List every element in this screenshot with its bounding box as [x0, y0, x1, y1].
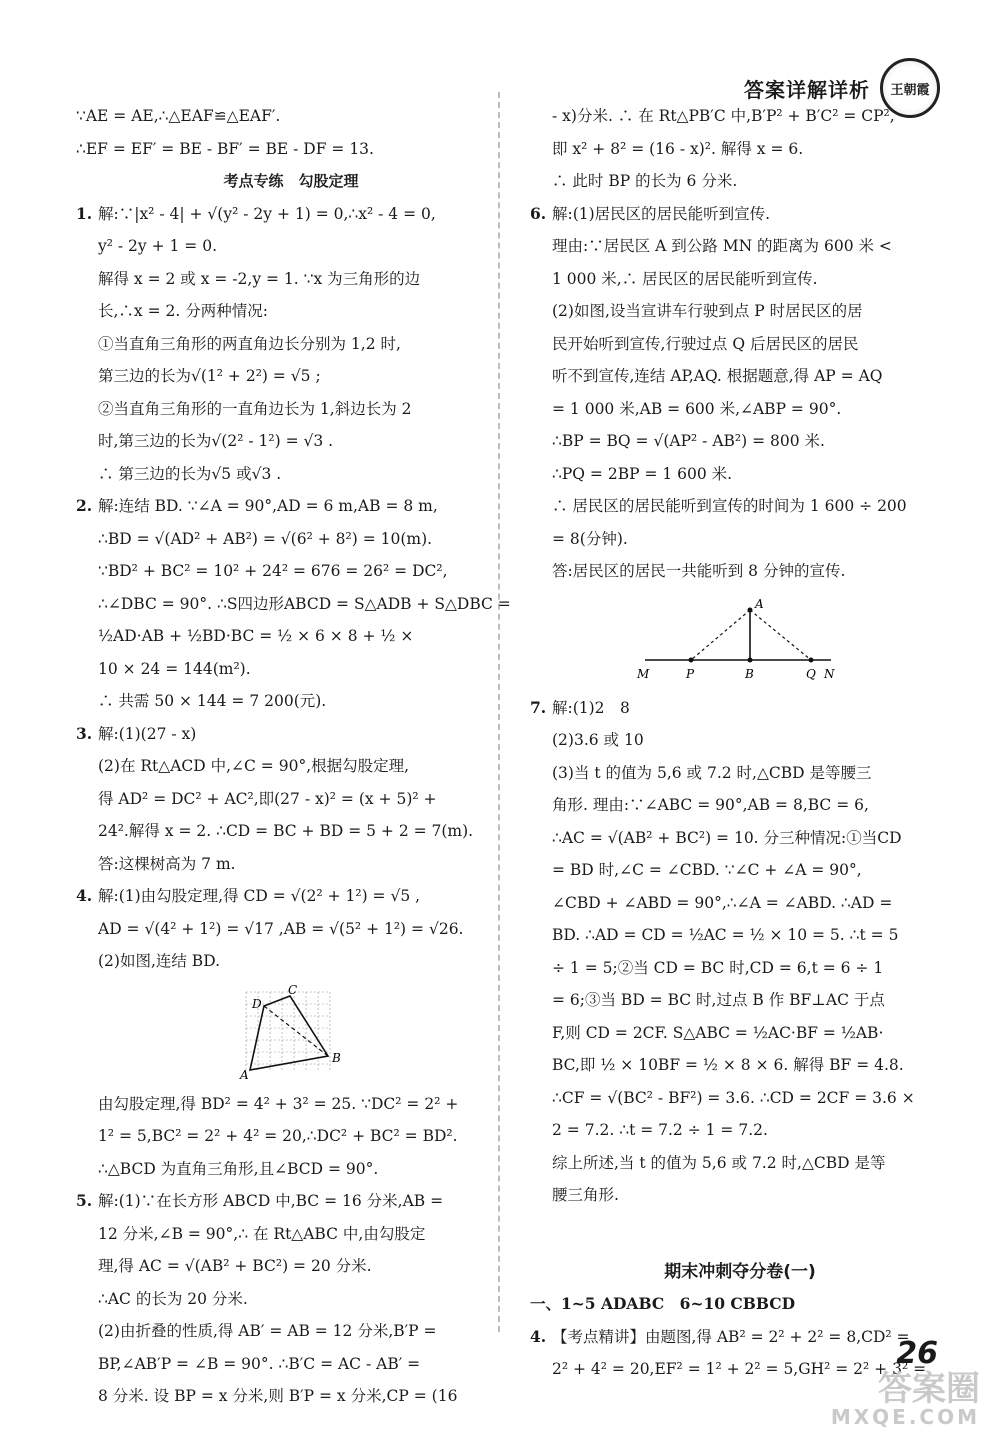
right-column — [530, 100, 950, 1386]
answer-5 — [76, 1185, 506, 1218]
grid-quadrilateral-figure — [76, 984, 506, 1080]
text-line: 解:(1)∵在长方形 ABCD 中,BC = 16 分米,AB = — [98, 1192, 444, 1210]
text-line: 10 × 24 = 144(m²). — [98, 659, 251, 678]
text-line: BD. ∴AD = CD = ½AC = ½ × 10 = 5. ∴t = 5 — [552, 926, 899, 944]
road-figure-svg — [625, 594, 855, 684]
fig-label: C — [288, 983, 298, 997]
text-line: 答:这棵树高为 7 m. — [98, 854, 236, 873]
text-line: AD = √(4² + 1²) = √17 ,AB = √(5² + 1²) = √26. — [98, 919, 464, 938]
text-line: = 6;③当 BD = BC 时,过点 B 作 BF⊥AC 于点 — [552, 991, 885, 1009]
text-line: ∴CF = √(BC² - BF²) = 3.6. ∴CD = 2CF = 3.6 × — [552, 1088, 915, 1107]
text-line: BP,∠AB′P = ∠B = 90°. ∴B′C = AC - AB′ = — [98, 1354, 421, 1373]
text-line: 答:居民区的居民一共能听到 8 分钟的宣传. — [552, 562, 846, 580]
text-line: 理,得 AC = √(AB² + BC²) = 20 分米. — [98, 1257, 372, 1275]
exam-title: 期末冲刺夺分卷(一) — [664, 1261, 816, 1282]
fig-label: N — [824, 666, 835, 681]
text-line: 解:∵|x² - 4| + √(y² - 2y + 1) = 0,∴x² - 4 = 0, — [98, 204, 436, 223]
text-line: ∴AC = √(AB² + BC²) = 10. 分三种情况:①当CD — [552, 828, 902, 847]
left-column — [76, 100, 511, 1413]
watermark-logo — [830, 1369, 980, 1429]
text-line: ∴ 共需 50 × 144 = 7 200(元). — [98, 692, 327, 710]
text-line: 综上所述,当 t 的值为 5,6 或 7.2 时,△CBD 是等 — [552, 1153, 886, 1172]
text-line: = 8(分钟). — [552, 529, 628, 548]
item-number: 7. — [530, 697, 547, 717]
text-line: BC,即 ½ × 10BF = ½ × 8 × 6. 解得 BF = 4.8. — [552, 1056, 904, 1074]
text-line: ∠CBD + ∠ABD = 90°,∴∠A = ∠ABD. ∴AD = — [552, 893, 893, 912]
fig-label: B — [745, 666, 754, 681]
answer-3 — [76, 718, 506, 751]
item-number: 2. — [76, 496, 93, 515]
text-line: 解:(1)(27 - x) — [98, 724, 197, 743]
text-line: 24².解得 x = 2. ∴CD = BC + BD = 5 + 2 = 7(m). — [98, 822, 474, 840]
item-number: 6. — [530, 203, 547, 223]
item-number: 1. — [76, 203, 93, 223]
text-line: 由勾股定理,得 BD² = 4² + 3² = 25. ∵DC² = 2² + — [98, 1094, 459, 1113]
answer-6 — [530, 198, 950, 231]
answer-1 — [76, 198, 506, 231]
text-line: (3)当 t 的值为 5,6 或 7.2 时,△CBD 是等腰三 — [552, 763, 872, 782]
text-line: 8 分米. 设 BP = x 分米,则 B′P = x 分米,CP = (16 — [98, 1387, 458, 1405]
text-line: ∵AE = AE,∴△EAF≌△EAF′. — [76, 107, 281, 125]
text-line: 听不到宣传,连结 AP,AQ. 根据题意,得 AP = AQ — [552, 367, 883, 385]
text-line: ∴EF = EF′ = BE - BF′ = BE - DF = 13. — [76, 139, 374, 158]
answer-4-explanation — [530, 1321, 950, 1354]
text-line: - x)分米. ∴ 在 Rt△PB′C 中,B′P² + B′C² = CP², — [552, 107, 895, 125]
grid-figure-svg — [236, 984, 346, 1080]
text-line: 民开始听到宣传,行驶过点 Q 后居民区的居民 — [552, 334, 859, 353]
text-line: 1² = 5,BC² = 2² + 4² = 20,∴DC² + BC² = BD². — [98, 1127, 458, 1145]
text-line: y² - 2y + 1 = 0. — [98, 237, 218, 255]
answer-4 — [76, 880, 506, 913]
text-line: ÷ 1 = 5;②当 CD = BC 时,CD = 6,t = 6 ÷ 1 — [552, 958, 884, 977]
text-line: = BD 时,∠C = ∠CBD. ∵∠C + ∠A = 90°, — [552, 861, 862, 879]
text-line: = 1 000 米,AB = 600 米,∠ABP = 90°. — [552, 399, 842, 418]
text-line: (2)3.6 或 10 — [552, 731, 644, 749]
text-line: 得 AD² = DC² + AC²,即(27 - x)² = (x + 5)² + — [98, 789, 437, 808]
text-line: 解:(1)居民区的居民能听到宣传. — [552, 204, 771, 223]
fig-label: Q — [806, 666, 816, 681]
text-line: 解:(1)由勾股定理,得 CD = √(2² + 1²) = √5 , — [98, 887, 421, 905]
text-line: 即 x² + 8² = (16 - x)². 解得 x = 6. — [552, 139, 804, 158]
text-line: ∴△BCD 为直角三角形,且∠BCD = 90°. — [98, 1159, 379, 1178]
text-line: ②当直角三角形的一直角边长为 1,斜边长为 2 — [98, 399, 412, 418]
answer-7 — [530, 692, 950, 725]
text-line: 2 = 7.2. ∴t = 7.2 ÷ 1 = 7.2. — [552, 1121, 768, 1139]
text-line: 2² + 4² = 20,EF² = 1² + 2² = 5,GH² = 2² + 3² = — [552, 1360, 927, 1378]
text-line: ∴∠DBC = 90°. ∴S四边形ABCD = S△ADB + S△DBC = — [98, 594, 511, 613]
item-number: 3. — [76, 723, 93, 743]
text-line: 【考点精讲】由题图,得 AB² = 2² + 2² = 8,CD² = — [552, 1327, 910, 1346]
text-line: 1 000 米,∴ 居民区的居民能听到宣传. — [552, 269, 818, 288]
text-line: (2)如图,设当宣讲车行驶到点 P 时居民区的居 — [552, 302, 863, 320]
text-line: ∴ 此时 BP 的长为 6 分米. — [552, 172, 738, 190]
text-line: ∴ 第三边的长为√5 或√3 . — [98, 464, 282, 483]
text-line: 第三边的长为√(1² + 2²) = √5 ; — [98, 367, 321, 385]
choice-answers: 一、1~5 ADABC 6~10 CBBCD — [530, 1294, 796, 1313]
item-number: 4. — [76, 886, 93, 905]
section-title: 考点专练 勾股定理 — [223, 172, 359, 190]
text-line: 解:连结 BD. ∵∠A = 90°,AD = 6 m,AB = 8 m, — [98, 497, 438, 515]
text-line: 长,∴x = 2. 分两种情况: — [98, 302, 268, 320]
answer-2 — [76, 490, 506, 523]
watermark-url: MXQE.COM — [830, 1405, 980, 1429]
text-line: (2)在 Rt△ACD 中,∠C = 90°,根据勾股定理, — [98, 757, 410, 775]
text-line: F,则 CD = 2CF. S△ABC = ½AC·BF = ½AB· — [552, 1023, 884, 1042]
text-line: ∴AC 的长为 20 分米. — [98, 1289, 248, 1308]
fig-label: A — [240, 1067, 249, 1080]
text-line: ①当直角三角形的两直角边长分别为 1,2 时, — [98, 334, 401, 353]
fig-label: P — [686, 666, 695, 681]
item-number: 5. — [76, 1191, 93, 1210]
fig-label: A — [755, 596, 764, 611]
text-line: ∴PQ = 2BP = 1 600 米. — [552, 464, 733, 483]
text-line: ∴BP = BQ = √(AP² - AB²) = 800 米. — [552, 432, 825, 450]
brand-seal-icon: 王朝霞 — [880, 58, 940, 118]
text-line: 解:(1)2 8 — [552, 698, 630, 717]
fig-label: B — [332, 1050, 341, 1065]
header-title: 答案详解详析 — [744, 77, 870, 102]
item-number: 4. — [530, 1326, 547, 1346]
text-line: 腰三角形. — [552, 1186, 619, 1204]
text-line: 12 分米,∠B = 90°,∴ 在 Rt△ABC 中,由勾股定 — [98, 1224, 426, 1243]
text-line: ∴BD = √(AD² + AB²) = √(6² + 8²) = 10(m). — [98, 529, 433, 548]
text-line: 角形. 理由:∵∠ABC = 90°,AB = 8,BC = 6, — [552, 796, 869, 814]
page-number: 26 — [896, 1336, 938, 1371]
road-triangle-figure — [530, 594, 950, 684]
text-line: ∵BD² + BC² = 10² + 24² = 676 = 26² = DC², — [98, 562, 448, 580]
fig-label: M — [637, 666, 650, 681]
text-line: 时,第三边的长为√(2² - 1²) = √3 . — [98, 432, 334, 450]
text-line: ∴ 居民区的居民能听到宣传的时间为 1 600 ÷ 200 — [552, 497, 907, 515]
text-line: (2)由折叠的性质,得 AB′ = AB = 12 分米,B′P = — [98, 1322, 437, 1340]
text-line: ½AD·AB + ½BD·BC = ½ × 6 × 8 + ½ × — [98, 627, 414, 645]
watermark-text: 答案圈 — [878, 1369, 980, 1409]
text-line: 理由:∵居民区 A 到公路 MN 的距离为 600 米 < — [552, 237, 892, 255]
text-line: 解得 x = 2 或 x = -2,y = 1. ∵x 为三角形的边 — [98, 269, 421, 288]
fig-label: D — [252, 996, 262, 1011]
text-line: (2)如图,连结 BD. — [98, 952, 221, 970]
